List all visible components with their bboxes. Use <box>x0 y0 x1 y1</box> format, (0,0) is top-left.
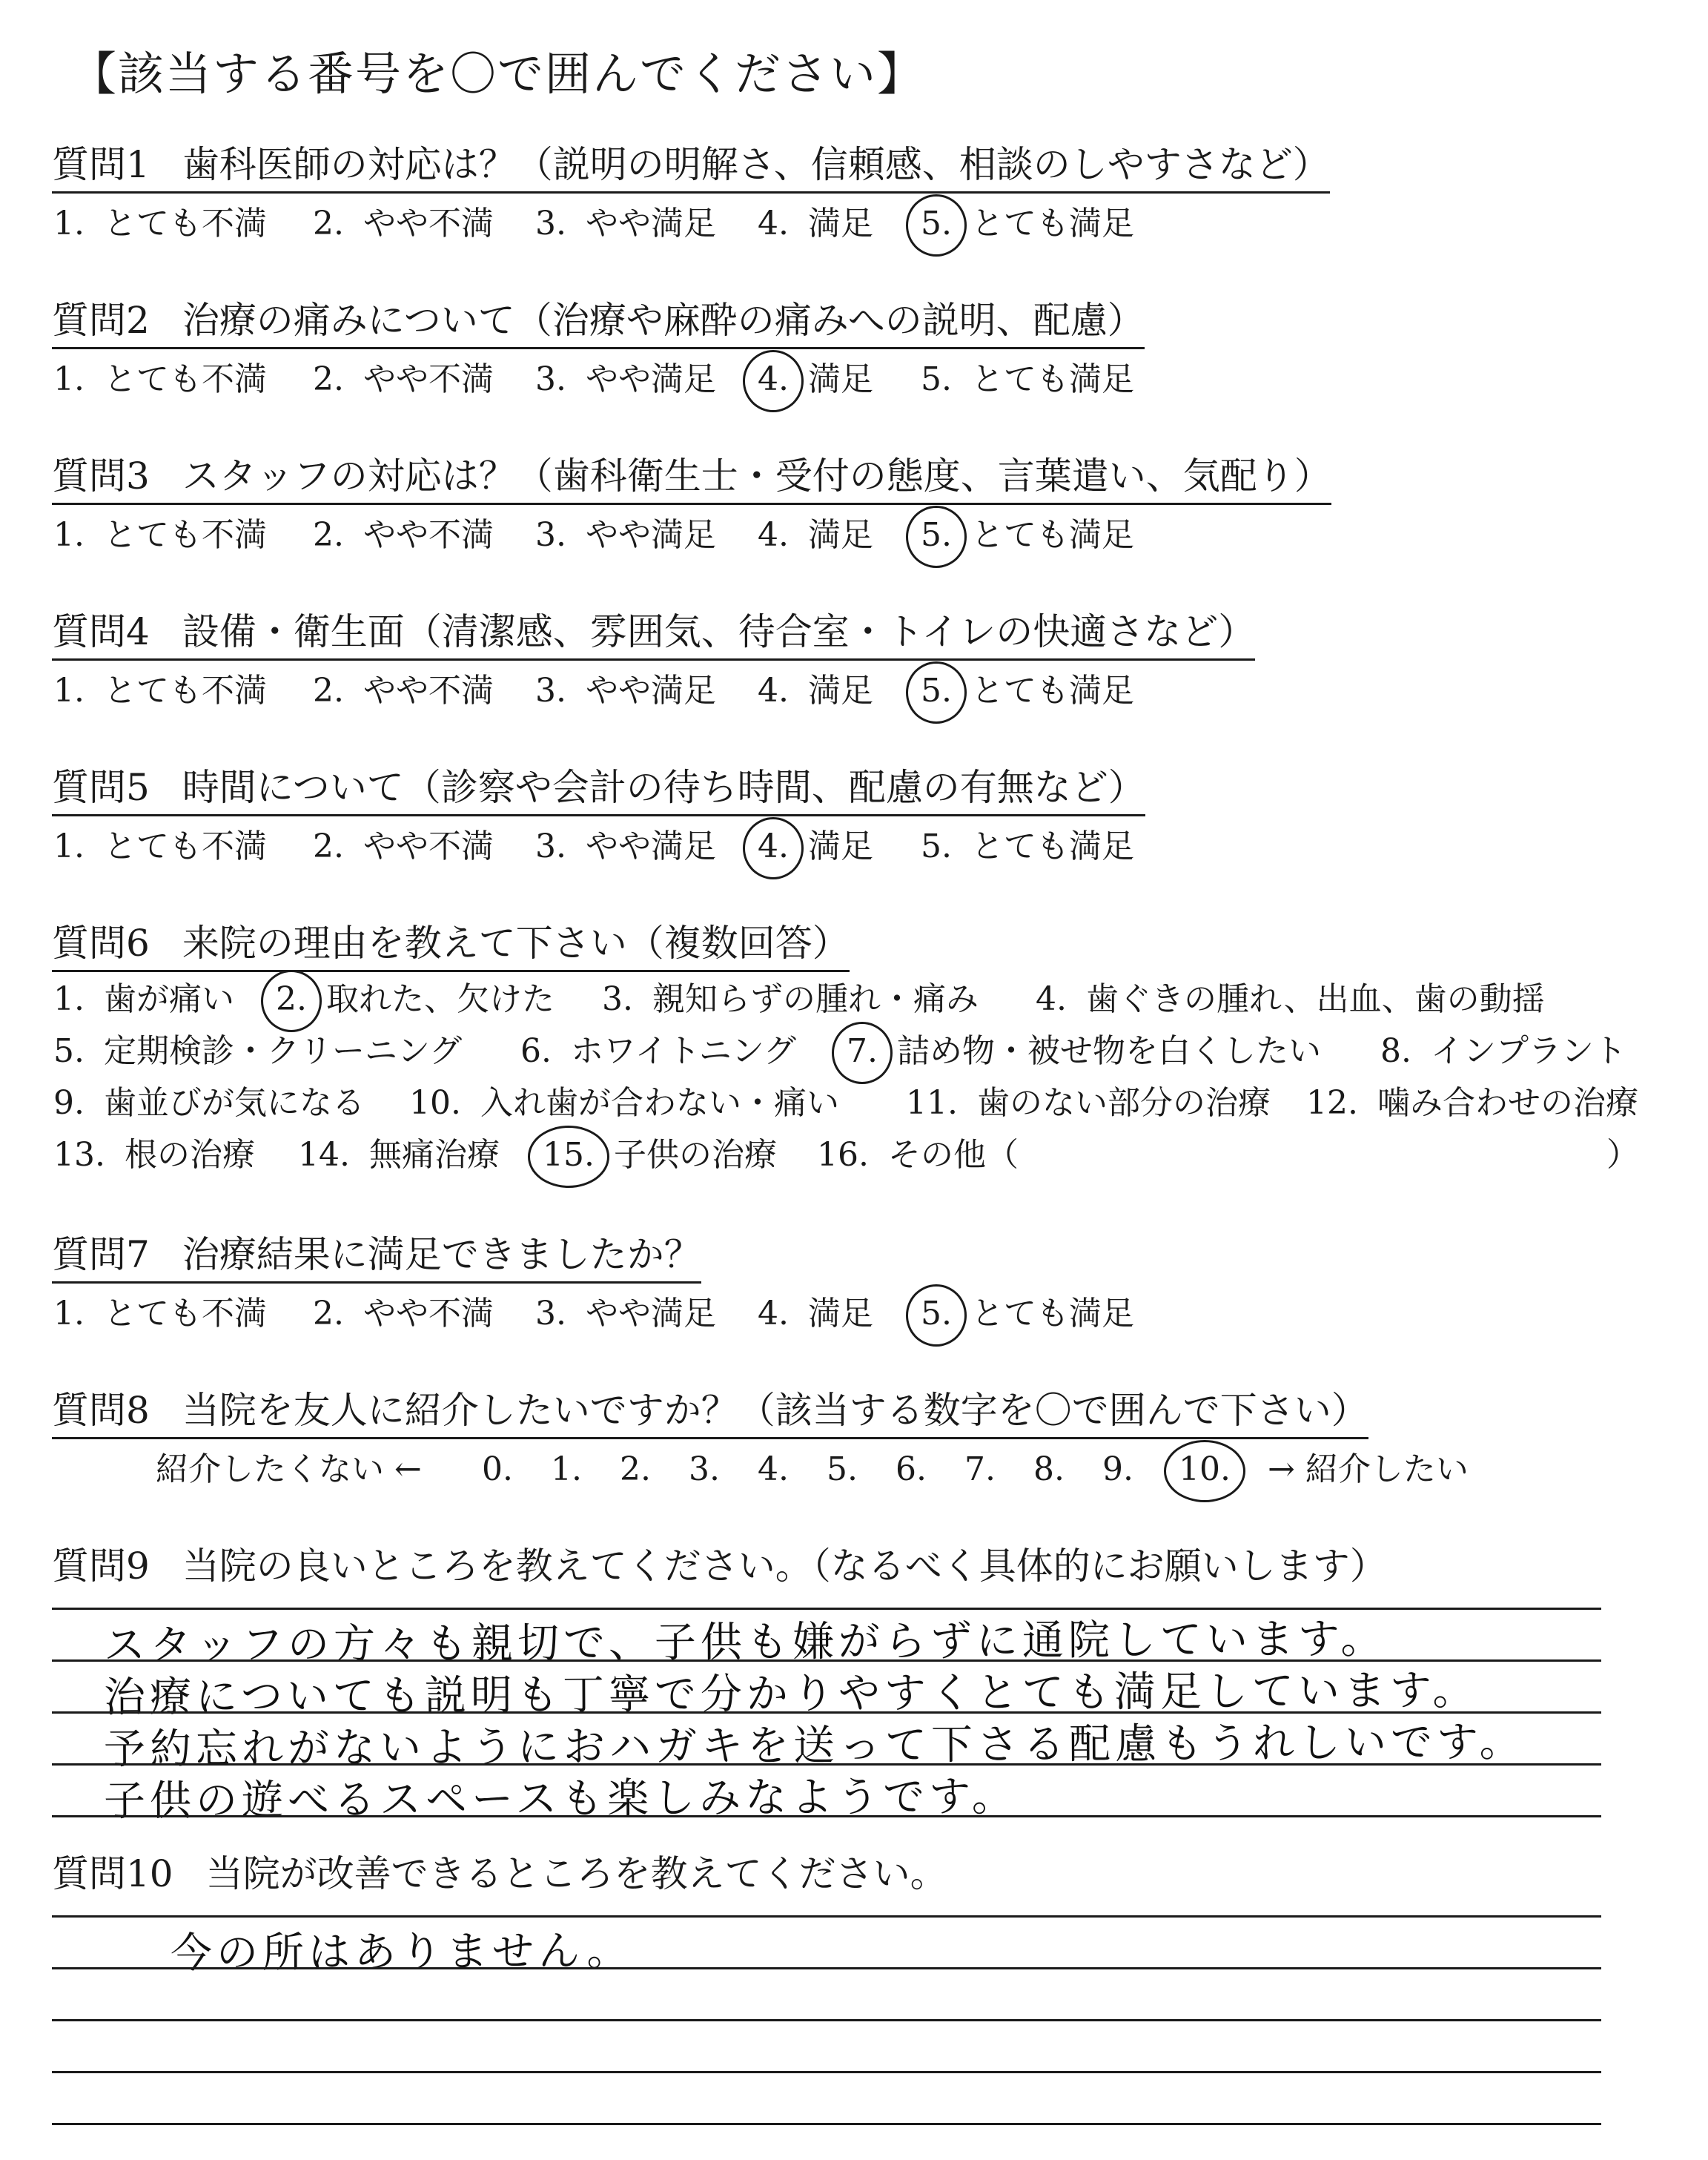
option-1[interactable]: 1. とても不満 <box>53 516 267 554</box>
scale-value[interactable]: 7. <box>964 1450 996 1488</box>
reason-option[interactable]: 9. 歯並びが気になる <box>53 1084 365 1122</box>
reason-option[interactable]: 3. 親知らずの腫れ・痛み <box>602 980 979 1018</box>
answer-line <box>52 1915 1601 1918</box>
reason-option-other[interactable]: 16. その他（ <box>817 1136 1019 1174</box>
handwritten-answer-line-1: 今の所はありません。 <box>170 1926 633 1978</box>
option-5[interactable]: 5. とても満足 <box>921 828 1134 865</box>
question-1-heading <box>52 145 1330 194</box>
option-4[interactable]: 4. 満足 <box>758 672 873 710</box>
option-3[interactable]: 3. やや満足 <box>535 672 716 710</box>
reason-option[interactable]: 11. 歯のない部分の治療 <box>906 1084 1271 1122</box>
reason-option-circled[interactable]: 2. 取れた、欠けた <box>276 977 555 1022</box>
question-9-heading: 質問9 当院の良いところを教えてください。（なるべく具体的にお願いします） <box>52 1545 1387 1588</box>
answer-line <box>52 2123 1601 2125</box>
handwritten-answer-line-3: 予約忘れがないようにおハガキを送って下さる配慮もうれしいです。 <box>103 1717 1526 1774</box>
reason-option[interactable]: 8. インプラント <box>1380 1032 1626 1070</box>
question-3-heading: 質問3 スタッフの対応は？（歯科衛生士・受付の態度、言葉遣い、気配り） <box>52 456 1331 505</box>
option-3[interactable]: 3. やや満足 <box>535 360 716 398</box>
question-10-heading: 質問10 当院が改善できるところを教えてください。 <box>52 1852 947 1895</box>
other-close-paren: ） <box>1606 1136 1639 1174</box>
option-1[interactable]: 1. とても不満 <box>53 672 267 710</box>
question-number: 質問1 <box>52 143 150 186</box>
option-4-circled[interactable]: 4. 満足 <box>758 357 873 402</box>
question-5-heading: 質問5 時間について（診察や会計の待ち時間、配慮の有無など） <box>52 767 1145 816</box>
reason-option[interactable]: 10. 入れ歯が合わない・痛い <box>409 1084 839 1122</box>
scale-value[interactable]: 9. <box>1102 1450 1133 1488</box>
option-2[interactable]: 2. やや不満 <box>313 828 494 865</box>
reason-option[interactable]: 5. 定期検診・クリーニング <box>53 1032 463 1070</box>
reason-option[interactable]: 6. ホワイトニング <box>520 1032 797 1070</box>
option-2[interactable]: 2. やや不満 <box>313 360 494 398</box>
answer-line <box>52 1967 1601 1969</box>
scale-left-label: 紹介したくない ← <box>156 1450 422 1488</box>
question-6-heading: 質問6 来院の理由を教えて下さい（複数回答） <box>52 923 850 972</box>
handwritten-answer-line-1: スタッフの方々も親切で、子供も嫌がらずに通院しています。 <box>103 1614 1387 1670</box>
question-2-heading: 質問2 治療の痛みについて（治療や麻酔の痛みへの説明、配慮） <box>52 300 1145 349</box>
reason-option[interactable]: 1. 歯が痛い <box>53 980 234 1018</box>
option-5[interactable]: 5. とても満足 <box>921 360 1134 398</box>
option-5-circled[interactable]: 5. とても満足 <box>921 669 1134 713</box>
option-5-circled[interactable]: 5. とても満足 <box>921 513 1134 558</box>
answer-line <box>52 1815 1601 1817</box>
option-4[interactable]: 4. 満足 <box>758 516 873 554</box>
scale-value[interactable]: 8. <box>1033 1450 1065 1488</box>
option-4[interactable]: 4. 満足 <box>758 1295 873 1332</box>
option-5-circled[interactable]: 5. とても満足 <box>921 1292 1134 1336</box>
reason-option[interactable]: 13. 根の治療 <box>53 1136 255 1174</box>
scale-right-label: → 紹介したい <box>1268 1450 1469 1488</box>
handwritten-answer-line-2: 治療についても説明も丁寧で分かりやすくとても満足しています。 <box>103 1666 1479 1722</box>
option-2[interactable]: 2. やや不満 <box>313 205 494 242</box>
scale-value[interactable]: 0. <box>482 1450 513 1488</box>
option-4[interactable]: 4. 満足 <box>758 205 873 242</box>
reason-option-circled[interactable]: 15. 子供の治療 <box>543 1133 777 1178</box>
scale-value[interactable]: 4. <box>758 1450 789 1488</box>
question-7-heading: 質問7 治療結果に満足できましたか？ <box>52 1235 701 1284</box>
reason-option-circled[interactable]: 7. 詰め物・被せ物を白くしたい <box>847 1029 1321 1074</box>
scale-value-circled[interactable]: 10. <box>1179 1447 1250 1492</box>
option-3[interactable]: 3. やや満足 <box>535 516 716 554</box>
option-2[interactable]: 2. やや不満 <box>313 516 494 554</box>
option-2[interactable]: 2. やや不満 <box>313 672 494 710</box>
option-1[interactable]: 1. とても不満 <box>53 205 267 242</box>
option-3[interactable]: 3. やや満足 <box>535 1295 716 1332</box>
answer-line <box>52 2019 1601 2021</box>
scale-value[interactable]: 6. <box>896 1450 927 1488</box>
option-3[interactable]: 3. やや満足 <box>535 205 716 242</box>
answer-line <box>52 2071 1601 2073</box>
scale-value[interactable]: 2. <box>620 1450 651 1488</box>
scale-value[interactable]: 3. <box>689 1450 720 1488</box>
question-8-heading: 質問8 当院を友人に紹介したいですか？（該当する数字を〇で囲んで下さい） <box>52 1390 1368 1439</box>
question-4-heading: 質問4 設備・衛生面（清潔感、雰囲気、待合室・トイレの快適さなど） <box>52 612 1255 661</box>
reason-option[interactable]: 4. 歯ぐきの腫れ、出血、歯の動揺 <box>1036 980 1545 1018</box>
question-text: 歯科医師の対応は？（説明の明解さ、信頼感、相談のしやすさなど） <box>182 143 1330 186</box>
scale-value[interactable]: 5. <box>827 1450 858 1488</box>
option-1[interactable]: 1. とても不満 <box>53 360 267 398</box>
option-2[interactable]: 2. やや不満 <box>313 1295 494 1332</box>
option-4-circled[interactable]: 4. 満足 <box>758 825 873 869</box>
scale-value[interactable]: 1. <box>551 1450 582 1488</box>
option-1[interactable]: 1. とても不満 <box>53 1295 267 1332</box>
reason-option[interactable]: 12. 噛み合わせの治療 <box>1306 1084 1638 1122</box>
page-title: 【該当する番号を〇で囲んでください】 <box>70 47 925 101</box>
option-5-circled[interactable]: 5. とても満足 <box>921 202 1134 246</box>
reason-option[interactable]: 14. 無痛治療 <box>298 1136 500 1174</box>
handwritten-answer-line-4: 子供の遊べるスペースも楽しみなようです。 <box>103 1772 1018 1826</box>
option-1[interactable]: 1. とても不満 <box>53 828 267 865</box>
option-3[interactable]: 3. やや満足 <box>535 828 716 865</box>
